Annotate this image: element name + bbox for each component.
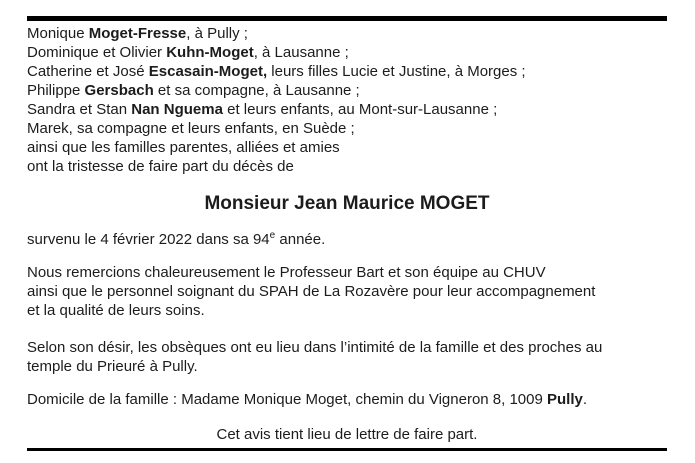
- family-line-4-pre: Philippe: [27, 82, 85, 99]
- family-line-2-post: , à Lausanne ;: [253, 44, 349, 61]
- notice-content: [27, 0, 667, 451]
- age-line-pre: survenu le 4 février 2022 dans sa 94: [27, 231, 270, 248]
- family-line-2-name: Kuhn-Moget: [166, 44, 254, 61]
- domicile-city-bold: Pully: [547, 391, 583, 408]
- family-line-1-pre: Monique: [27, 25, 89, 42]
- family-line-1-post: , à Pully ;: [186, 25, 248, 42]
- funeral-paragraph: [27, 338, 667, 376]
- deceased-name-title: Monsieur Jean Maurice MOGET: [204, 193, 490, 214]
- footer-statement: Cet avis tient lieu de lettre de faire part.: [216, 426, 478, 443]
- family-line-4-name: Gersbach: [84, 82, 154, 99]
- age-superscript: e: [269, 230, 276, 241]
- family-line-1-name: Moget-Fresse: [88, 25, 187, 42]
- thanks-line-2: ainsi que le personnel soignant du SPAH de La Rozavère pour leur accompagnement: [27, 283, 596, 300]
- thanks-paragraph: [27, 263, 667, 320]
- family-line-2-pre: Dominique et Olivier: [27, 44, 167, 61]
- family-line-5-pre: Sandra et Stan: [27, 101, 132, 118]
- thanks-line-1: Nous remercions chaleureusement le Professeur Bart et son équipe au CHUV: [27, 264, 546, 281]
- family-line-3-name: Escasain-Moget,: [148, 63, 268, 80]
- family-line-2: [27, 43, 667, 62]
- domicile-line: [27, 390, 667, 409]
- age-line-post: année.: [275, 231, 326, 248]
- domicile-line-pre: Domicile de la famille : Madame Monique Moget, chemin du Vigneron 8, 1009: [27, 391, 548, 408]
- family-line-3: [27, 62, 667, 81]
- family-line-8: ont la tristesse de faire part du décès de: [27, 158, 294, 175]
- family-line-7: ainsi que les familles parentes, alliées et amies: [27, 139, 340, 156]
- family-line-6: Marek, sa compagne et leurs enfants, en Suède ;: [27, 120, 355, 137]
- family-line-4: [27, 81, 667, 100]
- family-lines-block: [27, 24, 667, 176]
- bottom-rule-divider: [27, 448, 667, 451]
- family-line-3-post: leurs filles Lucie et Justine, à Morges ;: [267, 63, 526, 80]
- age-line: [27, 230, 667, 249]
- thanks-line-3: et la qualité de leurs soins.: [27, 302, 205, 319]
- funeral-line-1: Selon son désir, les obsèques ont eu lieu dans l’intimité de la famille et des proches au: [27, 339, 603, 356]
- family-line-4-post: et sa compagne, à Lausanne ;: [153, 82, 360, 99]
- domicile-line-post: .: [582, 391, 588, 408]
- funeral-line-2: temple du Prieuré à Pully.: [27, 358, 198, 375]
- family-line-5-name: Nan Nguema: [131, 101, 223, 118]
- family-line-5-post: et leurs enfants, au Mont-sur-Lausanne ;: [222, 101, 498, 118]
- family-line-1: [27, 24, 667, 43]
- family-line-5: [27, 100, 667, 119]
- top-rule-divider: [27, 16, 667, 21]
- family-line-3-pre: Catherine et José: [27, 63, 149, 80]
